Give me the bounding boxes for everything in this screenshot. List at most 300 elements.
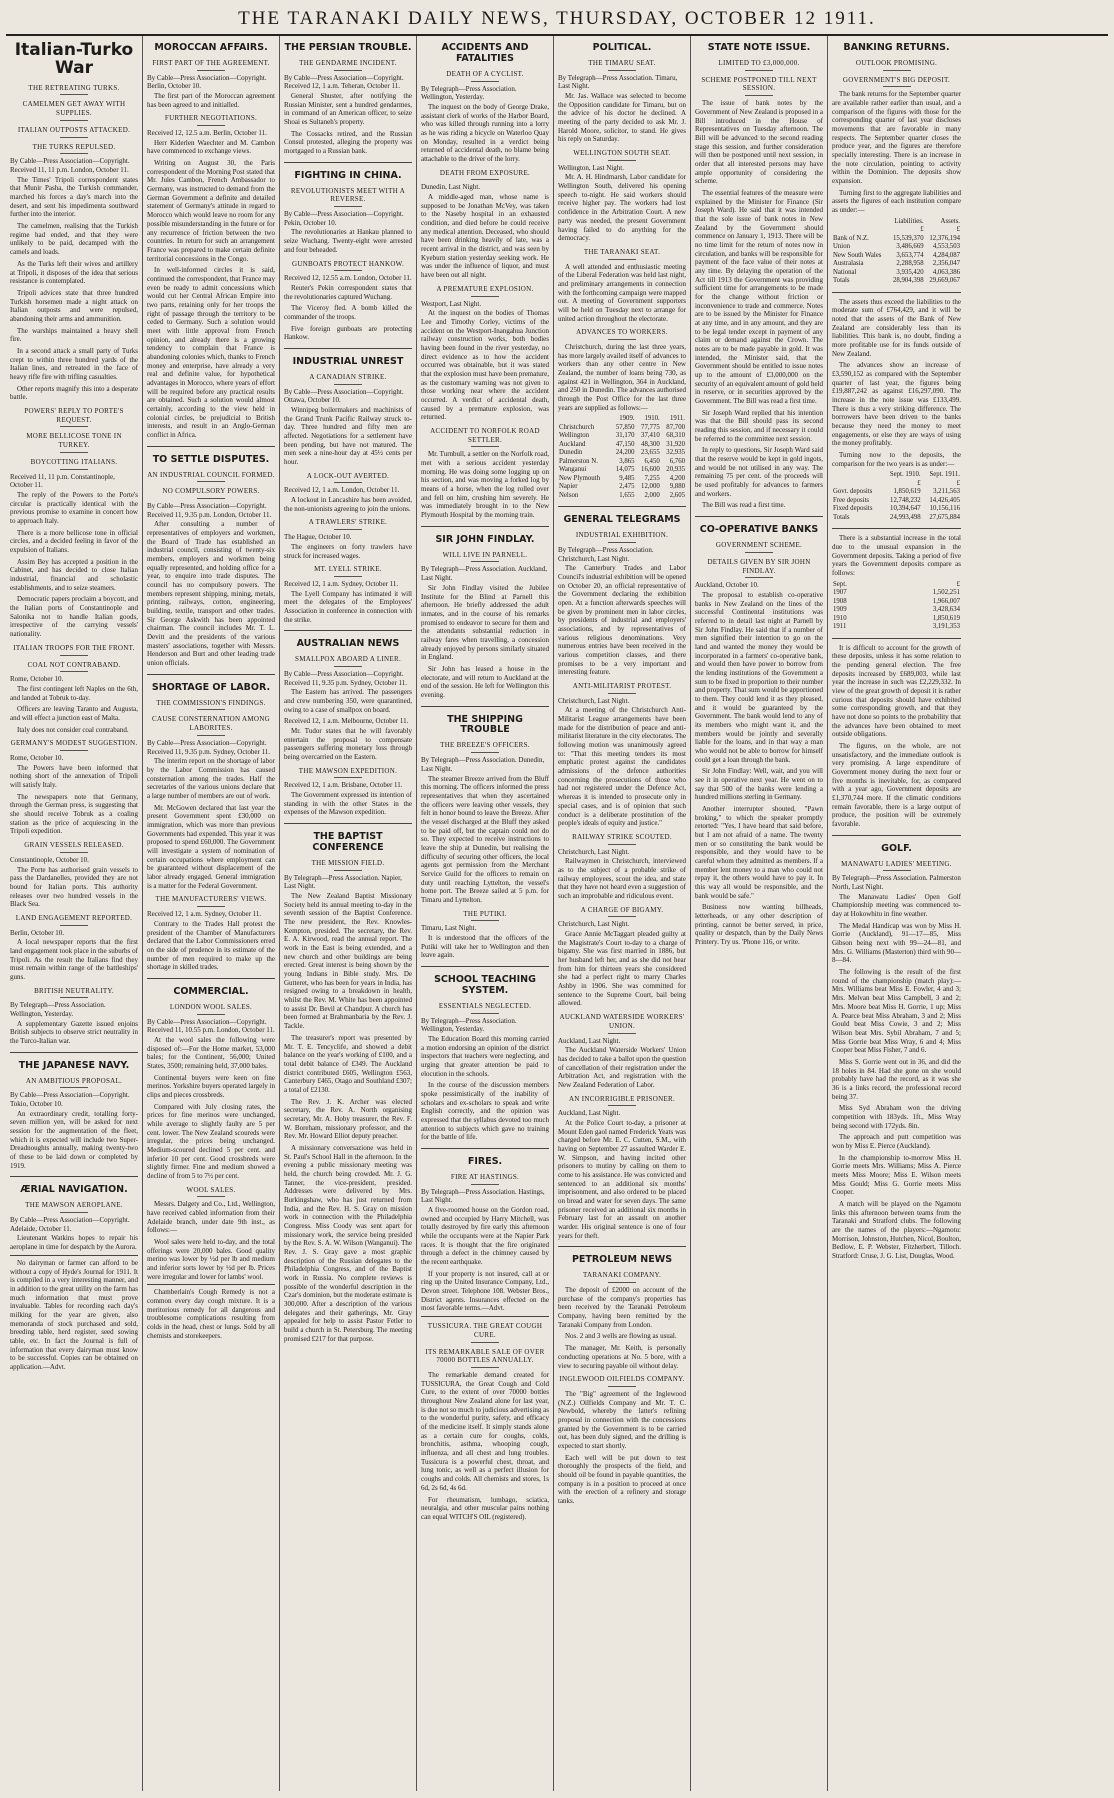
table-row (832, 269, 961, 277)
table-row (558, 424, 686, 432)
table-row (832, 235, 961, 243)
table-row (558, 449, 686, 457)
table-cell: 2,356,047 (932, 260, 960, 268)
table-cell: 9,880 (669, 483, 685, 491)
article-headline: COMMERCIAL. (173, 985, 249, 997)
subheading: COAL NOT CONTRABAND. (10, 661, 138, 673)
table-cell: 48,300 (641, 440, 660, 448)
dateline: Wellington, Last Night. (558, 163, 624, 172)
article-headline: MOROCCAN AFFAIRS. (154, 42, 268, 53)
paragraph: The Eastern has arrived. The passengers and crew numbering 350, were quarantined, owing to a case of smallpox on board. (284, 688, 412, 714)
paragraph: At the inquest on the bodies of Thomas Lee and Timothy Corley, victims of the accident on the Westport-Inangahua Junction railway construction works, both bodies having been found in the river yesterday, no direct evidence as to how the accident occurred was obtainable, but it was stated that the explosion must have been premature, as the customary warning was not given to those working near where the accident occurred. A verdict of accidental death, caused by a premature explosion, was returned. (421, 309, 549, 422)
subheading: CAMELMEN GET AWAY WITH SUPPLIES. (10, 100, 138, 121)
table-row (832, 260, 961, 268)
table-cell: 10,394,647 (890, 505, 921, 513)
paragraph: The treasurer's report was presented by Mr. T. E. Tencyclife, and showed a debit balance on the year's working of £100, and a total debit balance of £349. The Auckland district contributed £605, Wellington £563, Canterbury £465, Otago and Southland £307; a total of £2130. (284, 1033, 412, 1094)
subheading: GOVERNMENT'S BIG DEPOSIT. (832, 76, 961, 88)
subheading: A CHARGE OF BIGAMY. (558, 906, 686, 918)
article (558, 1246, 686, 1505)
paragraph: It is understood that the officers of the Putiki will take her to Wellington and then leave again. (421, 934, 549, 960)
table-cell (832, 480, 882, 488)
table-row (558, 483, 686, 491)
paragraph: The remarkable demand created for TUSSICURA, the Great Cough and Cold Cure, to the extent of over 70000 bottles throughout New Zealand alone for last year, is due not so much to judicious advertising as to the wonderful purity, safety, and efficacy of the medicine itself. It simply stands alone as a certain cure for coughs, colds, bronchitis, asthma, whooping cough, influenza, and all chest and lung troubles. Tussicura is a powerful chest, throat, and lung tonic, as well as a perfect illusion for coughs and colds. All chemists and stores, 1s 6d, 2s 6d, 4s 6d. (421, 1371, 549, 1492)
table-cell: 31,920 (666, 440, 685, 448)
paragraph: Each well will be put down to test thoroughly the prospects of the field, and should oil be found in payable quantities, the company is in a position to proceed at once with the erection of a refinery and storage tanks. (558, 1453, 686, 1505)
paragraph: In the championship to-morrow Miss H. Gorrie meets Mrs. Williams; Miss A. Pierce meets Miss Moore; Miss E. Wilson meets Miss Gould; Miss G. Gorrie meets Miss Cooper. (832, 1153, 961, 1197)
table-cell: Christchurch (559, 423, 595, 431)
dateline: By Telegraph—Press Association. Auckland, Last Night. (421, 565, 547, 583)
subheading: FIRST PART OF THE AGREEMENT. (147, 59, 275, 71)
subheading: BRITISH NEUTRALITY. (10, 987, 138, 999)
table-cell: 3,191,353 (932, 623, 960, 631)
table-header: Liabilities. (894, 217, 924, 225)
paragraph: Reuter's Pekin correspondent states that the revolutionaries captured Wuchang. (284, 283, 412, 301)
dateline: By Cable—Press Association—Copyright. Adelaide, October 11. (10, 1216, 130, 1233)
table-cell: Nelson (559, 491, 579, 499)
table-row (558, 432, 686, 440)
dateline: By Telegraph—Press Association. Napier, Last Night. (284, 873, 402, 891)
table-cell: £ (956, 479, 960, 487)
table-cell: 1,502,251 (932, 589, 960, 597)
dateline: Christchurch, Last Night. (558, 847, 630, 856)
subheading: GOVERNMENT SCHEME. (695, 541, 823, 553)
paragraph: The essential features of the measure were explained by the Minister for Finance (Sir Joseph Ward). He said that it was intended that the sole issue of bank notes in New Zealand by the Government should commence on January 1, 1913. There will be no time limit for the return of notes now in circulation, and banks will be responsible for payment of the face value of their notes at any time. By delaying the operation of the Act till 1913 the Government was providing sufficient time for arrangements to be made for the change without friction or inconvenience to trade and commerce. Notes are to be issued by the Minister for Finance at any time, and in any amount, and they are to be legal tender except in payment of any claim or demand against the Crown. The notes are to be made payable in gold. It was intended, the Minister said, that the Government should be entitled to issue notes up to the amount of £3,000,000 on the security of an equivalent amount of gold held in reserve, or in securities approved by the Government. The Bill was read a first time. (695, 188, 823, 406)
table-header: 1910. (644, 415, 660, 423)
figures-table (832, 471, 961, 522)
subheading: ACCIDENT TO NORFOLK ROAD SETTLER. (421, 427, 549, 448)
table-cell: 2,475 (619, 483, 635, 491)
table-header: £ (956, 580, 960, 588)
table-cell: 57,850 (615, 423, 635, 431)
table-cell: £ (917, 479, 921, 487)
table-row (832, 598, 961, 606)
subheading: THE MAWSON AEROPLANE. (10, 1201, 138, 1213)
article-headline: BANKING RETURNS. (843, 42, 950, 53)
subheading: THE TARANAKI SEAT. (558, 248, 686, 260)
subheading: ESSENTIALS NEGLECTED. (421, 1002, 549, 1014)
paragraph: The Government expressed its intention of standing in with the other States in the expenses of the Mawson expedition. (284, 791, 412, 817)
table-cell: Union (833, 243, 850, 251)
subheading: AN AMBITIOUS PROPOSAL. (10, 1077, 138, 1089)
table-cell: 7,255 (644, 474, 660, 482)
table-cell: Govt. deposits (833, 488, 873, 496)
divider (421, 1316, 549, 1317)
table-cell: 15,539,370 (893, 234, 924, 242)
dateline: Received 12, 1 a.m. London, October 11. (284, 486, 400, 495)
paragraph: Mr. Jas. Wallace was selected to become the Opposition candidate for Timaru, but on the advice of his doctor he declined. A meeting of the party decided to ask Mr. J. Harold Moore, solicitor, to stand. He gives his reply on Saturday. (558, 92, 686, 144)
table-cell: Totals (833, 513, 850, 521)
column-7 (828, 36, 965, 1791)
table-row (832, 243, 961, 251)
table-cell: 9,485 (619, 474, 635, 482)
paragraph: The Rev. J. K. Archer was elected secretary, the Rev. A. North organising secretary, Mr. A. Hoby treasurer, the Rev. F. W. Boreham, missionary professor, and the Rev. Mr. Howard Elliot deputy preacher. (284, 1097, 412, 1141)
article (147, 978, 275, 1341)
paragraph: After consulting a number of representatives of employers and workmen, the Board of Trade has established an industrial council, consisting of twenty-six members, employers and workmen being equally represented, and holding office for a year, to enquire into trade disputes. The council has no compulsory powers. The members represent shipping, mining, metals, printing, railways, cotton, engineering, building, textile, transport and other trades. Sir George Askwith has been appointed chairman. The council includes Mr. T. L. Devitt and the presidents of the various masters' associations, together with Messrs. Henderson and Burt and other leading trade union officials. (147, 520, 275, 668)
table-cell: 1,655 (619, 491, 635, 499)
paragraph: The New Zealand Baptist Missionary Society held its annual meeting to-day in the seventh session of the Baptist Conference. The new president, the Rev. Knowles-Kempton, presided. The secretary, the Rev. E. A. Kirwood, read the annual report. The work in the East is being extended, and a new church and other buildings are being erected. Great interest is being shown by the young Indians in Bible study. Mrs. De Gutteret, who has been for years in India, has resigned owing to a breakdown in health, whilst the Rev. M. White has been appointed to assist Dr. Bevil at Chandpur. A church has been formed at Brahmanbaria by the Rev. J. Tackle. (284, 892, 412, 1031)
subheading: GRAIN VESSELS RELEASED. (10, 841, 138, 853)
paragraph: At the wool sales the following were disposed of:—For the Home market, 53,000 bales; for the Continent, 56,000; United States, 3500; remaining held, 37,000 bales. (147, 1035, 275, 1070)
paragraph: The first contingent left Naples on the 6th, and landed at Tobruk to-day. (10, 684, 138, 702)
paragraph: Contrary to the Trades Hall protest the president of the Chamber of Manufacturers declared that the Labor Commissioners erred on the side of prudence in its estimate of the number of men required to make up the shortage in skilled trades. (147, 919, 275, 972)
table-cell: 3,486,669 (896, 243, 924, 251)
paragraph: In reply to questions, Sir Joseph Ward said that the reserve would be kept in gold ingots, and would be not utilised in any way. The remaining 75 per cent. of the proceeds will be used profitably for advances to farmers and workers. (695, 446, 823, 498)
paragraph: Continental buyers were keen on fine merinos. Yorkshire buyers operated largely in clips and pieces crossbreds. (147, 1073, 275, 1099)
dateline: Received 12, 12.5 a.m. Berlin, October 11. (147, 129, 267, 138)
table-cell: 6,760 (669, 457, 685, 465)
table-row (558, 466, 686, 474)
subheading: ITALIAN TROOPS FOR THE FRONT. (10, 644, 138, 656)
paragraph: Wool sales were held to-day, and the total offerings were 20,000 bales. Good quality merino was lower by ½d per lb and medium and inferior sorts lower by ½d per lb. Prices were irregular and lower for lambs' wool. (147, 1238, 275, 1281)
subheading: A PREMATURE EXPLOSION. (421, 285, 549, 297)
article (421, 526, 549, 700)
subheading: MANAWATU LADIES' MEETING. (832, 860, 961, 872)
table-cell: 1911 (833, 623, 847, 631)
table-header: Sept. (833, 580, 847, 588)
table-header (558, 415, 610, 423)
paragraph: It is difficult to account for the growth of these deposits, unless it has some relation to the pending general election. The free deposits increased by £689,003, while last year the increase in such was £2,229,332. In view of the great growth of deposit it is rather curious that deposits should have exhibited some corresponding growth, and that they have not done so points to the probability that the advances have been obtained to meet outside obligations. (832, 643, 961, 739)
article (832, 292, 961, 523)
dateline: By Telegraph—Press Association. Wellington, Yesterday. (421, 84, 517, 102)
table-cell: 27,675,884 (929, 513, 960, 521)
table-header: Sept. 1910. (889, 471, 921, 479)
article (10, 42, 138, 1046)
subheading: GERMANY'S MODEST SUGGESTION. (10, 739, 138, 751)
dateline: Received 12, 12.55 a.m. London, October 11. (284, 274, 412, 283)
paragraph: Tripoli advices state that three hundred Turkish horsemen made a night attack on Italian outposts and were repulsed, abandoning their arms and ammunition. (10, 288, 138, 323)
paragraph: At a meeting of the Christchurch Anti-Militarist League arrangements have been made for the distribution of peace and anti-militarist literature in the city electorates. The following motion was unanimously agreed to: "That this meeting tenders its most emphatic protest against the candidates admissions of the defence authorities concerning the prosecutions of those who had not registered under the Defence Act, whereas it is intended to prosecute only in special cases, and is of opinion that such conduct is a deliberate prostitution of the people's ideals of equity and justice." (558, 706, 686, 828)
paragraph: Sir John Findlay: Well, wait, and you will see it in operative next year. He went on to say that 500 of the banks were lending a hundred millions sterling in Germany. (695, 767, 823, 802)
table-row (558, 441, 686, 449)
table-cell: Free deposits (833, 496, 870, 504)
paragraph: General Shuster, after notifying the Russian Minister, sent a hundred gendarmes, in command of an American officer, to seize Shoai es Sultaneh's property. (284, 92, 412, 127)
table-cell: 2,000 (644, 491, 660, 499)
paragraph: Grace Annie McTaggart pleaded guilty at the Magistrate's Court to-day to a charge of bigamy. She was first married in 1886, but her husband left her, and as she did not hear from him for thirteen years she considered she had a perfect right to marry Charles Ashby in 1906. She was committed for sentence to the Supreme Court, bail being allowed. (558, 930, 686, 1008)
paragraph: Mr. A. H. Hindmarsh, Labor candidate for Wellington South, delivered his opening speech to-night. He said workers should receive higher pay. The workers had lost confidence in the Arbitration Court. A new party was needed, the present Government having failed to do anything for the democracy. (558, 173, 686, 243)
table-cell: Wellington (559, 432, 590, 440)
paragraph: The Powers have been informed that nothing short of the annexation of Tripoli will satisfy Italy. (10, 763, 138, 790)
paragraph: Herr Kiderlen Waechter and M. Cambon have commenced to exchange views. (147, 138, 275, 156)
dateline: By Cable—Press Association—Copyright. Received 11, 9.35 p.m. Sydney, October 11. (284, 669, 408, 687)
paragraph: The first part of the Moroccan agreement has been agreed to and initialled. (147, 92, 275, 109)
dateline: By Cable—Press Association—Copyright. Received 11, 11 p.m. London, October 11. (10, 157, 130, 175)
article (695, 43, 823, 510)
paragraph: A supplementary Gazette issued enjoins British subjects to observe strict neutrality in the Turco-Italian war. (10, 1019, 138, 1046)
article-headline: Italian-Turko War (14, 40, 134, 78)
table-cell: 12,376,194 (929, 234, 960, 242)
dateline: Received 12, 1 a.m. Melbourne, October 11. (284, 717, 409, 726)
paragraph: The proposal to establish co-operative banks in New Zealand on the lines of the successful Continental institutions was referred to in detail last night at Parnell by Sir John Findlay. He said that if a number of men signified their intention to go on the land and wanted the money they would be incorporated in a farmers' co-operative bank, and would then have power to borrow from the lending institutions of the Government a sum to be fixed in proportion to their number and property. That sum would be apportioned to them. They could lend it as they pleased, and it would be guaranteed by the Government. The bank would lend to any of its members who might want it, and the members would be jointly and severally liable for the loans, and in that way a man who would not be able to borrow for himself could get a loan through the bank. (695, 590, 823, 764)
article (832, 835, 961, 1261)
table-row (832, 514, 961, 522)
column-3 (280, 36, 417, 1791)
table-cell: 14,426,405 (929, 496, 960, 504)
subheading: ANTI-MILITARIST PROTEST. (558, 682, 686, 694)
table-cell: 24,993,498 (890, 513, 921, 521)
paragraph: Another interrupter shouted, "Pawn broking," to which the speaker promptly retorted: "Yes, I have heard that said before, but I am not afraid of a name. The twenty men or so constituting the bank would be responsible, and they would have to be careful whom they admitted as members. If a member lent money to a man who could not repay it, the others would have to pay it. In this way all would be responsible, and the bank would be safe." (695, 805, 823, 900)
table-cell: New Plymouth (559, 474, 600, 482)
subheading: ITS REMARKABLE SALE OF OVER 70000 BOTTLES ANNUALLY. (421, 1348, 549, 1369)
subheading: SCHEME POSTPONED TILL NEXT SESSION. (695, 76, 823, 97)
paragraph: A missionary conversazione was held in St. Paul's School Hall in the afternoon. In the evening a public missionary meeting was held, the church being crowded. Mr. J. G. Tanner, the vice-president, presided. Addresses were delivered by Mrs. Burkingshaw, who has just returned from India, and the Rev. H. S. Gray on mission work in connection with the Philadelphia Congress. Miss Coody was sent apart for missionary work, the service being presided by the Rev. S. A. W. Wilson (Wanganui). The Rev. J. S. Gray gave a most graphic description of the Russian delegates to the Philadelphia Congress, and of the Baptist work in Russia. No complete reviews is possible of the wonderful description in the Czar's dominion, but the moderate estimate is 300,000. After a description of the various delegates and their gatherings, Mr. Gray appealed for help to assist Pastor Fetler to build a church in St. Petersburg. The meeting promised £217 for that purpose. (284, 1143, 412, 1343)
article (147, 674, 275, 972)
paragraph: The deposit of £2000 on account of the purchase of the company's properties has been received by the Taranaki Petroleum Company, having been remitted by the Taranaki Company from London. (558, 1286, 686, 1329)
paragraph: Compared with July closing rates, the prices for fine merinos were unchanged, while average to slightly faulty are 5 per cent. lower. The New Zealand scoureds were irregular, the prices being unchanged. Medium-scoured declined 5 per cent. and inferior 10 per cent. Good crossbreds were slightly firmer. Fine and medium showed a decline of from 5 to 7½ per cent. (147, 1102, 275, 1180)
subheading: POWERS' REPLY TO PORTE'S REQUEST. (10, 407, 138, 428)
paragraph: There is a more bellicose tone in official circles, and a decided feeling in favor of the expulsion of Italians. (10, 528, 138, 555)
column-4 (417, 36, 554, 1791)
dateline: Timaru, Last Night. (421, 924, 477, 933)
paragraph: Railwaymen in Christchurch, interviewed as to the subject of a probable strike of railway employees, scout the idea, and state that they have not heard even a suggestion of such an improbable and ridiculous event. (558, 857, 686, 900)
table-row (832, 623, 961, 631)
article-headline: AUSTRALIAN NEWS (296, 638, 400, 650)
dateline: By Cable—Press Association—Copyright. Tokio, October 10. (10, 1091, 130, 1109)
columns (6, 36, 1108, 1791)
paragraph: The Manawatu Ladies' Open Golf Championship meeting was commenced to-day at Hokowhitu in fine weather. (832, 892, 961, 919)
paragraph: Sir Joseph Ward replied that his intention was that the Bill should pass its second reading this session, and if necessary it could be referred to the committee next session. (695, 408, 823, 443)
paragraph: The newspapers note that Germany, through the German press, is suggesting that she should receive Tobruk as a coaling station as the price of acquiescing in the Tripoli expedition. (10, 792, 138, 836)
paragraph: The Bill was read a first time. (702, 501, 786, 510)
table-cell: 2,288,958 (896, 260, 924, 268)
dateline: Received 12, 1 a.m. Sydney, October 11. (147, 910, 262, 919)
subheading: THE GENDARME INCIDENT. (284, 59, 412, 71)
subheading: MT. LYELL STRIKE. (284, 565, 412, 577)
paragraph: The advances show an increase of £3,590,152 as compared with the September quarter of last year, the figures being £19,887,242 as against £16,297,090. The increase in the note issue was £133,499. There is thus a very striking difference. The borrowers have been driven to the banks because they need the money to meet engagements, or else they are ways of using the money profitably. (832, 361, 961, 448)
table-cell: 28,904,398 (893, 277, 924, 285)
dateline: The Hague, October 10. (284, 533, 352, 542)
dateline: Auckland, October 10. (695, 581, 759, 590)
table-cell: 14,075 (615, 466, 635, 474)
paragraph: A lockout in Lancashire has been avoided, the non-unionists agreeing to join the unions. (284, 496, 412, 513)
figures-table (832, 218, 961, 286)
article-headline: FIGHTING IN CHINA. (294, 169, 402, 181)
article-headline: TO SETTLE DISPUTES. (152, 453, 270, 465)
subheading: FIRE AT HASTINGS. (421, 1173, 549, 1185)
subheading: NO COMPULSORY POWERS. (147, 487, 275, 499)
article (10, 1052, 138, 1171)
dateline: Berlin, October 10. (10, 928, 65, 937)
article (832, 638, 961, 829)
table-cell: 4,063,386 (932, 268, 960, 276)
paragraph: Officers are leaving Taranto and Augusta, and will effect a junction east of Malta. (10, 705, 138, 722)
article-headline: SHORTAGE OF LABOR. (151, 681, 271, 693)
article-headline: ACCIDENTS AND FATALITIES (441, 42, 529, 64)
table-cell: 12,000 (641, 483, 660, 491)
table-row (832, 252, 961, 260)
article-headline: SCHOOL TEACHING SYSTEM. (434, 974, 536, 996)
article (558, 506, 686, 1240)
subheading: THE PUTIKI. (421, 910, 549, 922)
subheading: ITALIAN OUTPOSTS ATTACKED. (10, 126, 138, 138)
dateline: Rome, October 10. (10, 754, 64, 763)
article (10, 1176, 138, 1371)
paragraph: The Medal Handicap was won by Miss H. Gorrie (Auckland), 91—17—85, Miss Gibson being next with 99—24—81, and Mrs. G. Williams (Masterton) third with 90—8—84. (832, 921, 961, 965)
dateline: Constantinople, October 10. (10, 855, 89, 864)
paragraph: The figures, on the whole, are not unsatisfactory, and the immediate outlook is very promising. A large expenditure of Government money during the next four or five months is inevitable, for, as compared with a year ago, Government deposits are £1,370,744 more. If the climatic conditions remain favorable, there is a large output of produce, the position will be extremely favorable. (832, 742, 961, 829)
table-cell: 4,200 (669, 474, 685, 482)
table-cell: 4,284,087 (932, 251, 960, 259)
paragraph: The approach and putt competition was won by Miss E. Pierce (Auckland). (832, 1133, 961, 1150)
article-headline: STATE NOTE ISSUE. (707, 42, 811, 53)
dateline: By Telegraph—Press Association. Palmerston North, Last Night. (832, 874, 961, 892)
table-header (832, 218, 888, 226)
table-cell: 3,211,563 (933, 488, 960, 496)
article (558, 43, 686, 500)
column-6 (691, 36, 828, 1791)
table-header (832, 471, 882, 479)
paragraph: For rheumatism, lumbago, sciatica, neuralgia, and other muscular pains nothing can equal WITCH'S OIL (registered). (421, 1495, 549, 1521)
table-cell: 20,935 (666, 466, 685, 474)
paragraph: Other reports magnify this into a desperate battle. (10, 384, 138, 402)
subheading: DEATH FROM EXPOSURE. (421, 169, 549, 181)
subheading: AN INCORRIGIBLE PRISONER. (558, 1095, 686, 1107)
dateline: Christchurch, Last Night. (558, 920, 630, 929)
dateline: By Telegraph—Press Association. Christchurch, Last Night. (558, 545, 654, 563)
paragraph: Turning first to the aggregate liabilities and assets the figures of each institution compare as under:— (832, 188, 961, 215)
paragraph: Italy does not consider coal contraband. (17, 725, 129, 734)
dateline: Christchurch, Last Night. (558, 696, 630, 705)
paragraph: A five-roomed house on the Gordon road, owned and occupied by Harry Mitchell, was totally destroyed by fire early this afternoon while the occupants were at the Napier Park races. It is thought that the fire originated through a defect in the chimney caused by the recent earthquake. (421, 1206, 549, 1267)
dateline: By Cable—Press Association—Copyright. Received 11, 9.35 p.m. London, October 11. (147, 502, 272, 519)
dateline: Westport, Last Night. (421, 299, 482, 308)
article-headline: CO-OPERATIVE BANKS (699, 524, 819, 536)
subheading: LONDON WOOL SALES. (147, 1003, 275, 1015)
table-cell: 1,850,619 (932, 614, 960, 622)
subheading: A TRAWLERS' STRIKE. (284, 518, 412, 530)
paragraph: A match will be played on the Ngamotu links this afternoon between teams from the Taranaki and Stratford clubs. The following are the names of the players:—Ngamotu: Morrison, Johnston, Hutchen, Nicol, Boulton, Bedlow, E. P. Webster, Fitzherbert, Tilloch. Stratford: Cruse, J. G. List, Douglas, Wood. (832, 1199, 961, 1260)
table-header: Assets. (940, 217, 960, 225)
article (284, 43, 412, 156)
column-5 (554, 36, 691, 1791)
table-row (832, 505, 961, 513)
column-1 (6, 36, 143, 1791)
subheading: A CANADIAN STRIKE. (284, 373, 412, 385)
subheading: THE MAWSON EXPEDITION. (284, 767, 412, 779)
table-row (832, 226, 961, 234)
table-cell: Fixed deposits (833, 505, 873, 513)
dateline: Received 12, 1 a.m. Sydney, October 11. (284, 579, 399, 588)
dateline: By Telegraph—Press Association. Hastings, Last Night. (421, 1187, 545, 1205)
table-cell: 37,410 (641, 432, 660, 440)
paragraph: Chamberlain's Cough Remedy is not a common every day cough mixture. It is a meritorious remedy for all dangerous and troublesome complications resulting from colds in the head, chest or lungs. Sold by all chemists and storekeepers. (147, 1288, 275, 1340)
paragraph: Miss S. Gorrie went out in 36, and did the 18 holes in 84. Had she gone on she would probably have had the record, as it was she 36 is a links record, the professional record being 37. (832, 1057, 961, 1101)
paragraph: Turning now to the deposits, the comparison for the two years is as under:— (832, 451, 961, 468)
paragraph: The Porte has authorised grain vessels to pass the Dardanelles, provided they are not bound for Italian ports. This authority releases over two hundred vessels in the Black Sea. (10, 865, 138, 909)
table-cell: 6,450 (644, 457, 660, 465)
paragraph: Mr. Turnbull, a settler on the Norfolk road, met with a serious accident yesterday morning. He was doing some logging up on his section, and was moving a forked log by means of a horse, when the log rolled over and fell on him, crushing him severely. He was immediately brought in to the New Plymouth Hospital by the morning train. (421, 450, 549, 520)
paragraph: The revolutionaries at Hankau planned to seize Wuchang. Twenty-eight were arrested and four beheaded. (284, 228, 412, 254)
paragraph: The engineers on forty trawlers have struck for increased wages. (284, 542, 412, 560)
dateline: By Cable—Press Association—Copyright. Received 11, 9.35 p.m. Sydney, October 11. (147, 738, 271, 756)
subheading: LIMITED TO £3,000,000. (695, 59, 823, 71)
divider (147, 1284, 275, 1285)
subheading: FURTHER NEGOTIATIONS. (147, 114, 275, 126)
dateline: Auckland, Last Night. (558, 1036, 621, 1045)
dateline: Rome, October 10. (10, 675, 64, 684)
subheading: THE TIMARU SEAT. (558, 59, 686, 71)
paragraph: The Lyell Company has intimated it will meet the delegates of the Employees' Association in conference in connection with the strike. (284, 589, 412, 624)
article (284, 162, 412, 342)
paragraph: The manager, Mr. Keith, is personally conducting operations at No. 5 bore, with a view to securing payable oil without delay. (558, 1344, 686, 1370)
paragraph: A middle-aged man, whose name is supposed to be Jonathan McVey, was taken to the Naseby hospital in an exhausted condition, and died before he could receive any medical attention. Deceased, who should have been drinking heavily of late, was a recent arrival in the district, and was seen by Kyeburn station yesterday seeking work. He was under the influence of liquor, and must have been out all night. (421, 193, 549, 280)
table-row (832, 589, 961, 597)
paragraph: In a second attack a small party of Turks crept to within three hundred yards of the Italian lines, and retreated in the face of heavy rifle fire with trifling casualties. (10, 346, 138, 381)
table-cell: 1908 (833, 597, 847, 605)
paragraph: Winnipeg boilermakers and machinists of the Grand Trunk Pacific Railway struck to-day. Three hundred and fifty men are affected. Negotiations for a settlement have been pending, but have not matured. The men seek a nine-hour day at 45½ cents per hour. (284, 405, 412, 466)
article (147, 446, 275, 668)
table-header: 1911. (669, 415, 685, 423)
article (147, 43, 275, 440)
table-cell: 87,700 (666, 423, 685, 431)
paragraph: Mr. Tudor states that he will favorably entertain the proposal to compensate passengers suffering monetary loss through being overcarried on the Eastern. (284, 727, 412, 762)
dateline: Received 12, 1 a.m. Brisbane, October 11. (284, 781, 403, 790)
paragraph: An extraordinary credit, totalling forty-seven million yen, will be asked for next session for the augmentation of the fleet, which it is expected will include two Super-Dreadnoughts annually, making twenty-two of these to be laid down or completed by 1919. (10, 1109, 138, 1170)
table-header: Sept. 1911. (929, 471, 960, 479)
table-cell: Wanganui (559, 466, 587, 474)
paragraph: In well-informed circles it is said, continued the correspondent, that France may even be ready to admit concessions which would cut her Central African Empire into two parts, retaining only for her troops the right of passage through the territory to be ceded to Germany. Such a solution would meet with little approval from French opinion, and already there is a growing tendency to complain that France is abandoning colonies which, thanks to French money and enterprise, have already a very real and definite value, for hypothetical advantages in Morocco, where years of effort will be required before any practical results are obtained. Such a solution would almost certainly, according to the view held in colonial circles, be prejudicial to British interests, and result in an Anglo-German conflict in Africa. (147, 266, 275, 439)
article-headline: THE PERSIAN TROUBLE. (284, 42, 412, 53)
paragraph: There is a substantial increase in the total due to the unusual expansion in the Government deposits. Taking a period of five years the Government deposits compare as follows: (832, 534, 961, 578)
paragraph: Assim Bey has accepted a position in the Cabinet, and has decided to close Italian industrial, financial and scholastic establishments, and to seize steamers. (10, 557, 138, 592)
subheading: INDUSTRIAL EXHIBITION. (558, 531, 686, 543)
table-row (832, 615, 961, 623)
table-cell: Dunedin (559, 449, 583, 457)
table-cell (832, 226, 888, 234)
paragraph: Lieutenant Watkins hopes to repair his aeroplane in time for despatch by the Aurora. (10, 1234, 138, 1252)
paragraph: The Auckland Waterside Workers' Union has decided to take a ballot upon the question of cancellation of their registration under the Arbitration Act, and registration with the New Zealand Federation of Labor. (558, 1046, 686, 1089)
dateline: Dunedin, Last Night. (421, 183, 481, 192)
paragraph: The issue of bank notes by the Government of New Zealand is proposed in a Bill introduced in the House of Representatives on Tuesday afternoon. The Bill will be advanced to the second reading stage this session, and further consideration will then be postponed until next session, in order that all interested persons may have ample opportunity of considering the scheme. (695, 99, 823, 186)
article (421, 43, 549, 520)
table-row (832, 497, 961, 505)
subheading: AUCKLAND WATERSIDE WORKERS' UNION. (558, 1013, 686, 1034)
dateline: By Cable—Press Association—Copyright. Ottawa, October 10. (284, 387, 404, 405)
table-row (558, 492, 686, 500)
table-row (832, 480, 961, 488)
table-cell: New South Wales (833, 251, 882, 259)
article (421, 706, 549, 960)
table-cell: 10,156,116 (929, 505, 960, 513)
table-cell: Australasia (833, 260, 864, 268)
subheading: CAUSE CONSTERNATION AMONG LABORITES. (147, 715, 275, 736)
paragraph: At the Police Court to-day, a prisoner at Mount Eden gaol named Frederick Yeats was charged before Mr. E. C. Cutten, S.M., with having on September 27 assaulted Warder E. W. Simpson, and having incited other prisoners to mutiny by calling on them to come to his assistance. He was convicted and sentenced to an additional six months' imprisonment, and also ordered to be placed on bread and water for seven days. The same prisoner received an additional six months in February last for an assault on another warder. His original sentence is one of four years for theft. (558, 1119, 686, 1240)
table-header: 1909. (619, 415, 635, 423)
subheading: TARANAKI COMPANY. (558, 1271, 686, 1283)
subheading: THE MANUFACTURERS' VIEWS. (147, 895, 275, 907)
article (284, 823, 412, 1343)
table-row (832, 606, 961, 614)
table-cell: Totals (833, 277, 850, 285)
article-headline: GOLF. (881, 842, 912, 854)
paragraph: The bank returns for the September quarter are available rather earlier than usual, and a comparison of the figures with those for the corresponding quarter of last year discloses movements that are favorable in many respects. The September quarter closes the produce year, and the figures are therefore specially interesting. There is an increase in the note circulation, pointing to activity within the Dominion. The deposits show expansion. (832, 90, 961, 186)
paragraph: The camelmen, realising that the Turkish regime had ended, and that they were unlikely to be paid, decamped with the camels and loads. (10, 222, 138, 257)
table-cell: 32,935 (666, 449, 685, 457)
subheading: THE TURKS REPULSED. (10, 143, 138, 155)
table-cell: 68,310 (666, 432, 685, 440)
subheading: DEATH OF A CYCLIST. (421, 70, 549, 82)
table-cell: 31,170 (615, 432, 635, 440)
paragraph: Sir John Findlay visited the Jubilee Institute for the Blind at Parnell this afternoon. He briefly addressed the adult inmates, and in the course of his remarks promised to endeavor to secure for them and the attendants substantial reduction in railway fares when travelling, a concession already enjoyed by persons similarly situated in England. (421, 583, 549, 662)
subheading: DETAILS GIVEN BY SIR JOHN FINDLAY. (695, 558, 823, 579)
paragraph: Five foreign gunboats are protecting Hankow. (284, 324, 412, 342)
paragraph: Nos. 2 and 3 wells are flowing as usual. (565, 1332, 677, 1341)
paragraph: Writing on August 30, the Paris correspondent of the Morning Post stated that Mr. Jules Cambon, French Ambassador to Germany, was instructed to demand from the German Government a definite and detailed statement of Germany's attitude in regard to Morocco which would leave no room for any possible misunderstanding in the future or for any recurrence of friction between the two countries. In return for such an arrangement France was prepared to make certain definite territorial concessions in the Congo. (147, 159, 275, 263)
table-cell: 23,655 (641, 449, 660, 457)
subheading: RAILWAY STRIKE SCOUTED. (558, 833, 686, 845)
dateline: Received 11, 11 p.m. Constantinople, October 11. (10, 472, 115, 490)
paragraph: In the course of the discussion members spoke pessimistically of the inability of scholars and ex-scholars to speak and write English correctly, and the opinion was expressed that the syllabus devoted too much attention to subjects which gave no training for the battle of life. (421, 1081, 549, 1142)
paragraph: The Times' Tripoli correspondent states that Munir Pasha, the Turkish commander, marched his forces a day's march into the desert, and sent his impedimenta southward further into the interior. (10, 175, 138, 219)
